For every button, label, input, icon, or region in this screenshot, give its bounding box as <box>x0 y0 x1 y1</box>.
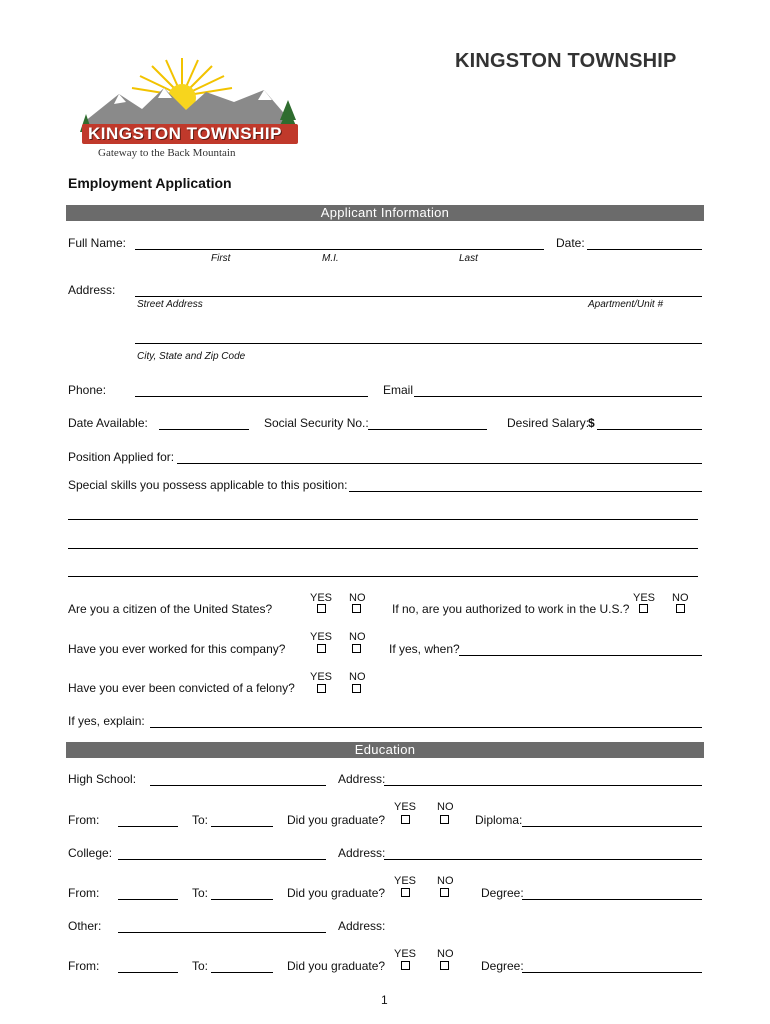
date-field[interactable] <box>587 249 702 250</box>
authorized-yes-checkbox[interactable] <box>639 604 648 613</box>
high-school-address-field[interactable] <box>384 785 702 786</box>
citizen-yes-checkbox[interactable] <box>317 604 326 613</box>
special-skills-label: Special skills you possess applicable to this position: <box>68 478 348 492</box>
last-name-hint: Last <box>459 253 478 264</box>
logo-tagline: Gateway to the Back Mountain <box>98 147 236 159</box>
college-degree-label: Degree: <box>481 886 524 900</box>
authorized-yes-label: YES <box>633 592 656 604</box>
college-yes-label: YES <box>394 875 417 887</box>
other-label: Other: <box>68 919 102 933</box>
other-degree-field[interactable] <box>522 972 702 973</box>
felony-yes-checkbox[interactable] <box>317 684 326 693</box>
phone-field[interactable] <box>135 396 368 397</box>
date-available-label: Date Available: <box>68 416 148 430</box>
other-address-label: Address: <box>338 919 386 933</box>
township-logo <box>74 54 304 162</box>
logo-graphic <box>74 54 304 162</box>
dollar-sign: $ <box>588 416 595 430</box>
city-state-zip-hint: City, State and Zip Code <box>137 351 246 362</box>
other-to-field[interactable] <box>211 972 273 973</box>
hs-graduate-label: Did you graduate? <box>287 813 386 827</box>
other-graduate-yes-checkbox[interactable] <box>401 961 410 970</box>
position-field[interactable] <box>177 463 702 464</box>
hs-to-field[interactable] <box>211 826 273 827</box>
college-from-field[interactable] <box>118 899 178 900</box>
college-address-field[interactable] <box>384 859 702 860</box>
worked-no-checkbox[interactable] <box>352 644 361 653</box>
felony-no-checkbox[interactable] <box>352 684 361 693</box>
logo-text: KINGSTON TOWNSHIP <box>88 124 282 143</box>
high-school-label: High School: <box>68 772 137 786</box>
college-no-label: NO <box>437 875 454 887</box>
college-field[interactable] <box>118 859 326 860</box>
page-number: 1 <box>381 993 388 1007</box>
first-name-hint: First <box>211 253 231 264</box>
authorized-no-label: NO <box>672 592 689 604</box>
education-section-title: Education <box>354 742 416 757</box>
citizen-question: Are you a citizen of the United States? <box>68 602 273 616</box>
education-section-header <box>66 742 704 758</box>
email-field[interactable] <box>414 396 702 397</box>
email-label: Email <box>383 383 414 397</box>
other-from-label: From: <box>68 959 100 973</box>
other-from-field[interactable] <box>118 972 178 973</box>
hs-yes-label: YES <box>394 801 417 813</box>
other-no-label: NO <box>437 948 454 960</box>
hs-no-label: NO <box>437 801 454 813</box>
hs-graduate-no-checkbox[interactable] <box>440 815 449 824</box>
phone-label: Phone: <box>68 383 107 397</box>
college-to-field[interactable] <box>211 899 273 900</box>
other-to-label: To: <box>192 959 209 973</box>
felony-no-label: NO <box>349 671 366 683</box>
when-field[interactable] <box>459 655 702 656</box>
ssn-field[interactable] <box>368 429 487 430</box>
desired-salary-field[interactable] <box>597 429 702 430</box>
full-name-field[interactable] <box>135 249 544 250</box>
worked-question: Have you ever worked for this company? <box>68 642 286 656</box>
special-skills-line-4[interactable] <box>68 576 698 577</box>
authorized-question: If no, are you authorized to work in the U.S.? <box>392 602 630 616</box>
form-title: Employment Application <box>68 175 232 191</box>
college-label: College: <box>68 846 113 860</box>
citizen-no-checkbox[interactable] <box>352 604 361 613</box>
other-degree-label: Degree: <box>481 959 524 973</box>
worked-no-label: NO <box>349 631 366 643</box>
college-degree-field[interactable] <box>522 899 702 900</box>
other-graduate-no-checkbox[interactable] <box>440 961 449 970</box>
date-label: Date: <box>556 236 585 250</box>
township-title: KINGSTON TOWNSHIP <box>455 50 677 72</box>
full-name-label: Full Name: <box>68 236 127 250</box>
address-label: Address: <box>68 283 116 297</box>
applicant-section-header <box>66 205 704 221</box>
applicant-section-title: Applicant Information <box>320 205 450 220</box>
hs-graduate-yes-checkbox[interactable] <box>401 815 410 824</box>
felony-yes-label: YES <box>310 671 333 683</box>
worked-yes-label: YES <box>310 631 333 643</box>
other-graduate-label: Did you graduate? <box>287 959 386 973</box>
college-graduate-yes-checkbox[interactable] <box>401 888 410 897</box>
desired-salary-label: Desired Salary: <box>507 416 590 430</box>
hs-from-field[interactable] <box>118 826 178 827</box>
citizen-no-label: NO <box>349 592 366 604</box>
authorized-no-checkbox[interactable] <box>676 604 685 613</box>
special-skills-field[interactable] <box>349 491 702 492</box>
hs-from-label: From: <box>68 813 100 827</box>
citizen-yes-label: YES <box>310 592 333 604</box>
special-skills-line-2[interactable] <box>68 519 698 520</box>
street-address-hint: Street Address <box>137 299 203 310</box>
position-label: Position Applied for: <box>68 450 175 464</box>
college-graduate-label: Did you graduate? <box>287 886 386 900</box>
high-school-address-label: Address: <box>338 772 386 786</box>
when-label: If yes, when? <box>389 642 460 656</box>
worked-yes-checkbox[interactable] <box>317 644 326 653</box>
college-from-label: From: <box>68 886 100 900</box>
diploma-label: Diploma: <box>475 813 523 827</box>
other-field[interactable] <box>118 932 326 933</box>
explain-label: If yes, explain: <box>68 714 145 728</box>
explain-field[interactable] <box>150 727 702 728</box>
city-state-zip-field[interactable] <box>135 343 702 344</box>
date-available-field[interactable] <box>159 429 249 430</box>
high-school-field[interactable] <box>150 785 326 786</box>
apartment-hint: Apartment/Unit # <box>588 299 664 310</box>
college-address-label: Address: <box>338 846 386 860</box>
special-skills-line-3[interactable] <box>68 548 698 549</box>
street-address-field[interactable] <box>135 296 702 297</box>
felony-question: Have you ever been convicted of a felony? <box>68 681 295 695</box>
college-to-label: To: <box>192 886 209 900</box>
ssn-label: Social Security No.: <box>264 416 369 430</box>
diploma-field[interactable] <box>522 826 702 827</box>
middle-initial-hint: M.I. <box>322 253 339 264</box>
hs-to-label: To: <box>192 813 209 827</box>
other-yes-label: YES <box>394 948 417 960</box>
college-graduate-no-checkbox[interactable] <box>440 888 449 897</box>
